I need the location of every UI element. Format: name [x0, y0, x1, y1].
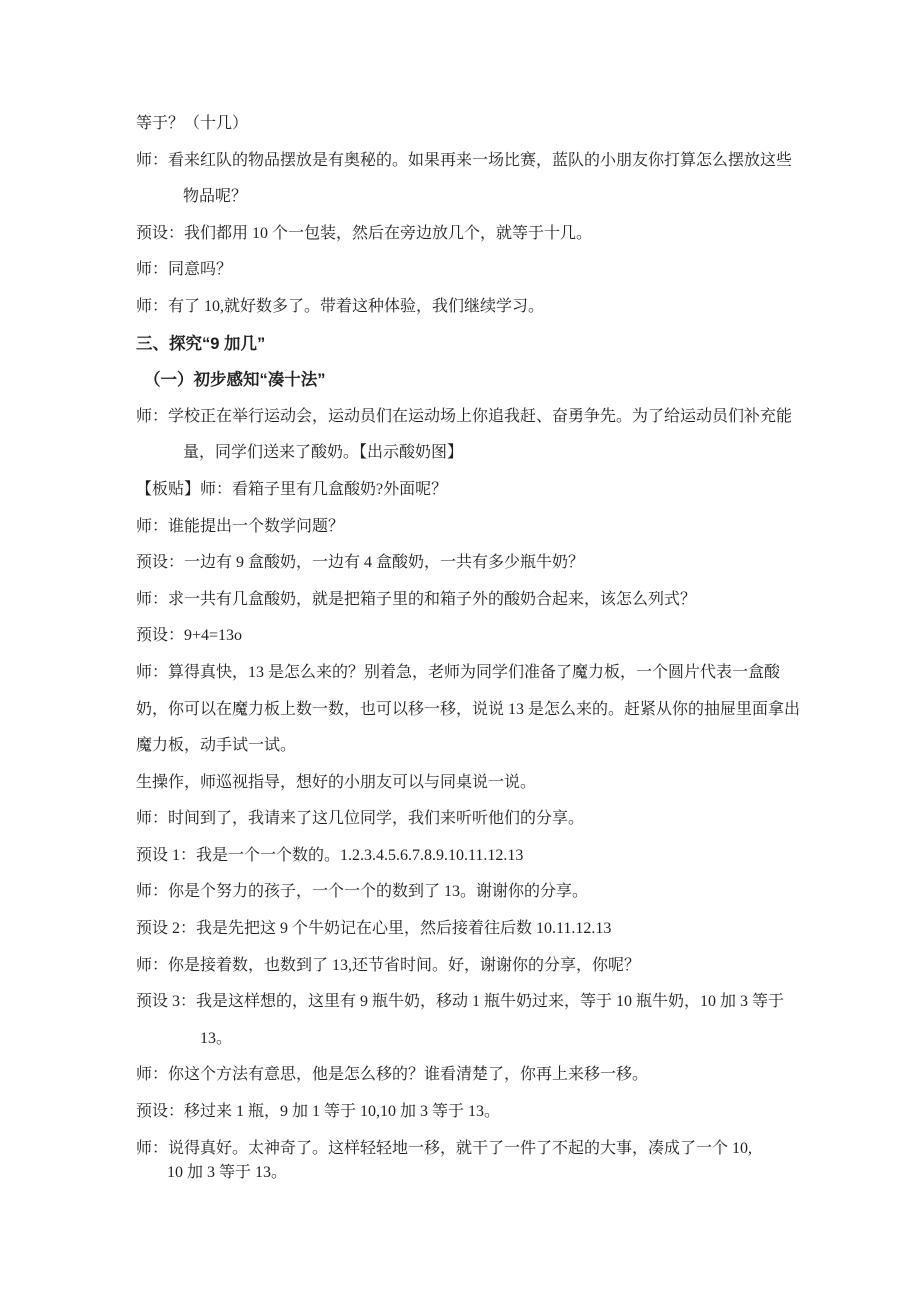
text-line: 13。 [200, 1029, 233, 1047]
text-line: 师：求一共有几盒酸奶，就是把箱子里的和箱子外的酸奶合起来，该怎么列式？ [136, 590, 697, 608]
text-line: 师：学校正在举行运动会，运动员们在运动场上你追我赶、奋勇争先。为了给运动员们补充能 [136, 407, 793, 425]
text-line: 预设 2：我是先把这 9 个牛奶记在心里，然后接着往后数 10.11.12.13 [136, 920, 612, 938]
text-line: 师：同意吗？ [136, 261, 233, 279]
text-line: 预设：移过来 1 瓶，9 加 1 等于 10,10 加 3 等于 13。 [136, 1103, 501, 1121]
text-line: 生操作，师巡视指导，想好的小朋友可以与同桌说一说。 [136, 773, 537, 791]
text-line: 师：看来红队的物品摆放是有奥秘的。如果再来一场比赛，蓝队的小朋友你打算怎么摆放这些 [136, 151, 793, 169]
text-line: 量，同学们送来了酸奶。【出示酸奶图】 [183, 444, 464, 462]
text-line: 师：你是个努力的孩子，一个一个的数到了 13。谢谢你的分享。 [136, 883, 589, 901]
text-line: 师：说得真好。太神奇了。这样轻轻地一移，就干了一件了不起的大事，凑成了一个 10, [136, 1139, 753, 1157]
text-line: 师：时间到了，我请来了这几位同学，我们来听听他们的分享。 [136, 810, 585, 828]
section-heading: 三、探究“9 加几” [136, 334, 266, 353]
section-heading: （一）初步感知“凑十法” [144, 371, 326, 390]
text-line: 【板贴】师：看箱子里有几盒酸奶?外面呢？ [136, 480, 448, 498]
text-line: 等于？（十几） [136, 115, 249, 132]
text-line: 师：算得真快，13 是怎么来的？别着急，老师为同学们准备了魔力板，一个圆片代表一盒酸 [136, 663, 781, 681]
text-line: 魔力板，动手试一试。 [136, 737, 297, 755]
text-line: 师：你这个方法有意思，他是怎么移的？谁看清楚了，你再上来移一移。 [136, 1066, 649, 1084]
text-line: 师：谁能提出一个数学问题？ [136, 517, 345, 535]
text-line: 10 加 3 等于 13。 [167, 1164, 288, 1182]
text-line: 师：有了 10,就好数多了。带着这种体验，我们继续学习。 [136, 297, 545, 315]
document-body [136, 106, 816, 1184]
text-line: 师：你是接着数，也数到了 13,还节省时间。好，谢谢你的分享，你呢？ [136, 956, 641, 974]
text-line: 预设：一边有 9 盒酸奶，一边有 4 盒酸奶，一共有多少瓶牛奶？ [136, 554, 585, 572]
text-line: 奶，你可以在魔力板上数一数，也可以移一移，说说 13 是怎么来的。赶紧从你的抽屉里面拿出 [136, 700, 801, 718]
text-line: 预设 1：我是一个一个数的。1.2.3.4.5.6.7.8.9.10.11.12.13 [136, 846, 524, 864]
text-line: 预设：9+4=13o [136, 627, 243, 645]
text-line: 预设 3：我是这样想的，这里有 9 瓶牛奶，移动 1 瓶牛奶过来，等于 10 瓶牛奶，10 加 3 等于 [136, 993, 785, 1011]
text-line: 物品呢？ [183, 188, 248, 206]
text-line: 预设：我们都用 10 个一包装，然后在旁边放几个，就等于十几。 [136, 224, 593, 242]
